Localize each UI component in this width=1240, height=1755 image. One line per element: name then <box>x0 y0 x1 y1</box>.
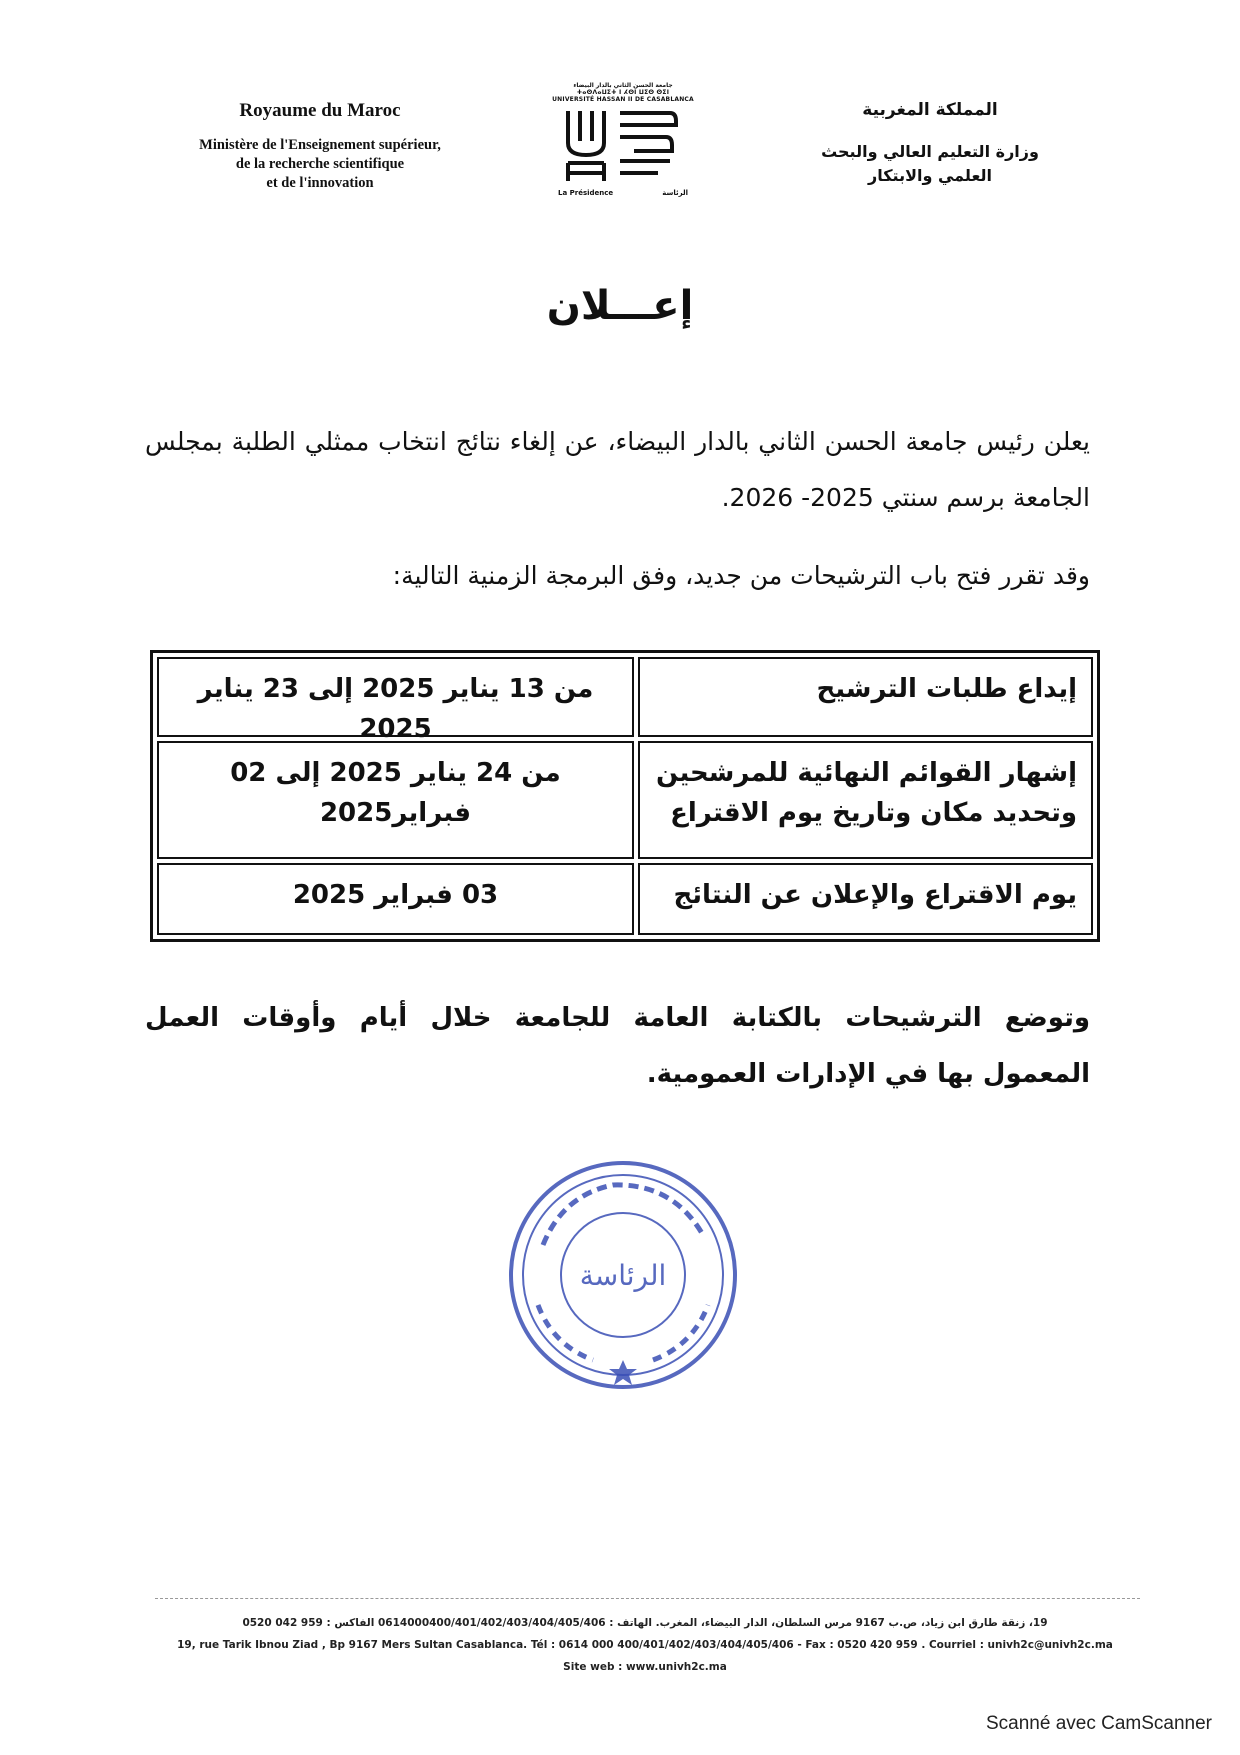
logo-line-amazigh: ⵜⴰⵙⴷⴰⵡⵉⵜ ⵏ ⵃⵙⵏ ⵡⵉⵙ ⵙⵉⵏ <box>576 89 670 96</box>
table-row <box>157 657 1093 744</box>
table-row <box>157 863 1093 935</box>
schedule-intro-paragraph: وقد تقرر فتح باب الترشيحات من جديد، وفق البرمجة الزمنية التالية: <box>392 561 1090 590</box>
official-stamp <box>503 1155 743 1395</box>
logo-line-fr: UNIVERSITÉ HASSAN II DE CASABLANCA <box>552 96 694 103</box>
header-right-block <box>800 100 1060 188</box>
logo-presidence-fr: La Présidence <box>558 189 614 197</box>
table-row <box>157 741 1093 859</box>
intro-paragraph: يعلن رئيس جامعة الحسن الثاني بالدار البيضاء، عن إلغاء نتائج انتخاب ممثلي الطلبة بمجلس الجامعة برسم سنتي 2025- 2026. <box>145 427 1090 512</box>
footer <box>150 1612 1140 1678</box>
date-cell: من 24 يناير 2025 إلى 02 فبراير2025 <box>157 741 634 859</box>
university-logo <box>548 82 698 212</box>
schedule-table <box>150 650 1100 942</box>
step-cell: إيداع طلبات الترشيح <box>638 657 1093 737</box>
footer-address-fr: 19, rue Tarik Ibnou Ziad , Bp 9167 Mers Sultan Casablanca. Tél : 0614 000 400/401/402/403/404/405/406 - Fax : 0520 420 959 . Courriel : univh2c@univh2c.ma <box>177 1639 1113 1651</box>
step-cell: إشهار القوائم النهائية للمرشحين وتحديد مكان وتاريخ يوم الاقتراع <box>638 741 1093 859</box>
logo-line-ar: جامعة الحسن الثاني بالدار البيضاء <box>573 82 673 89</box>
footer-website: Site web : www.univh2c.ma <box>563 1661 727 1673</box>
announcement-title: إعـــلان <box>546 283 694 329</box>
uh2c-logo-icon <box>558 103 688 183</box>
footer-divider <box>155 1598 1140 1599</box>
kingdom-title-fr: Royaume du Maroc <box>239 100 401 121</box>
ministry-line-2: de la recherche scientifique <box>235 156 405 172</box>
date-cell: 03 فبراير 2025 <box>157 863 634 935</box>
date-cell: من 13 يناير 2025 إلى 23 يناير 2025 <box>157 657 634 737</box>
kingdom-title-ar: المملكة المغربية <box>862 100 998 120</box>
logo-presidence-ar: الرئاسة <box>662 189 688 197</box>
stamp-center-text: الرئاسة <box>579 1259 667 1292</box>
camscanner-watermark: Scanné avec CamScanner <box>985 1713 1212 1734</box>
ministry-ar-line-1: وزارة التعليم العالي والبحث <box>821 142 1039 161</box>
outro-paragraph: وتوضع الترشيحات بالكتابة العامة للجامعة خلال أيام وأوقات العمل المعمول بها في الإدارات العمومية. <box>145 1003 1090 1089</box>
footer-address-ar: 19، زنقة طارق ابن زياد، ص.ب 9167 مرس السلطان، الدار البيضاء، المغرب. الهاتف : 0614000400/401/402/403/404/405/406 الفاكس : 959 042 0520 <box>242 1617 1048 1629</box>
header-left-block <box>150 100 490 193</box>
ministry-line-1: Ministère de l'Enseignement supérieur, <box>199 137 441 153</box>
step-cell: يوم الاقتراع والإعلان عن النتائج <box>638 863 1093 935</box>
ministry-ar-line-2: العلمي والابتكار <box>868 166 992 185</box>
ministry-line-3: et de l'innovation <box>266 175 374 191</box>
